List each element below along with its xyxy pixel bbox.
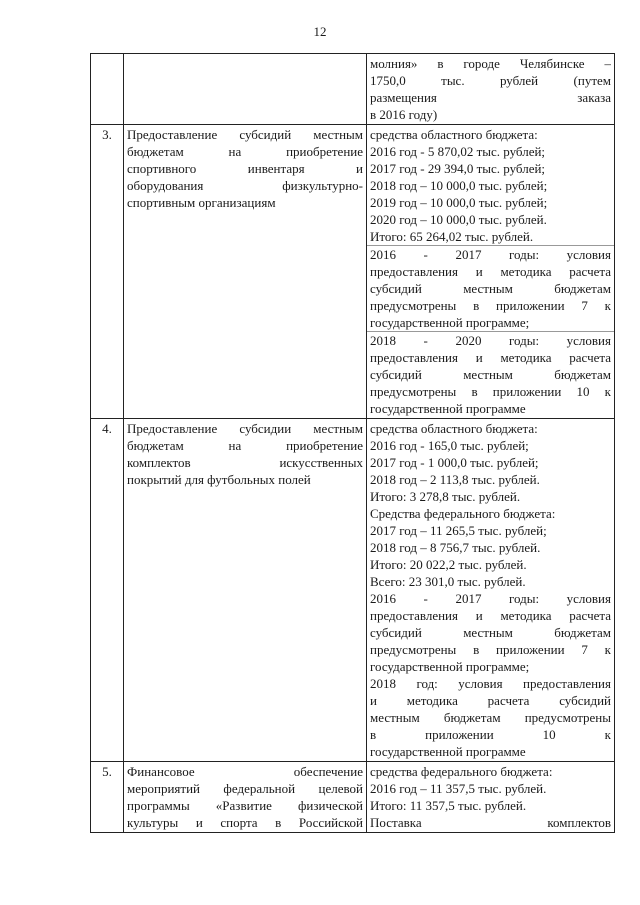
info-line: предоставления и методика расчета [370,608,611,623]
info-line: 2016 год - 165,0 тыс. рублей; [370,438,529,453]
info-line: в приложении 10 к [370,727,611,742]
info-line: 2016 год - 5 870,02 тыс. рублей; [370,144,546,159]
info-line: 2018 год – 8 756,7 тыс. рублей. [370,540,541,555]
desc-line: программы «Развитие физической [127,798,363,813]
desc-line: оборудования физкультурно- [127,178,363,193]
info-line: 2018 год – 10 000,0 тыс. рублей; [370,178,548,193]
info-line: субсидий местным бюджетам [370,367,611,382]
info-line: предусмотрены в приложении 10 к [370,384,611,399]
info-line: местным бюджетам предусмотрены [370,710,611,725]
info-line: 2018 год: условия предоставления [370,676,611,691]
info-line: средства областного бюджета: [370,127,538,142]
funding-details [367,419,615,762]
desc-line: спортивного инвентаря и [127,161,363,176]
info-line: 2017 год - 1 000,0 тыс. рублей; [370,455,539,470]
desc-line: спортивным организациям [127,195,276,210]
measure-description [124,762,367,833]
info-line: Средства федерального бюджета: [370,506,556,521]
measure-description [124,54,367,125]
desc-line: Предоставление субсидий местным [127,127,363,142]
desc-line: Предоставление субсидии местным [127,421,363,436]
info-line: субсидий местным бюджетам [370,281,611,296]
info-line: предусмотрены в приложении 7 к [370,642,611,657]
info-line: и методика расчета субсидий [370,693,611,708]
desc-line: комплектов искусственных [127,455,363,470]
info-line: 2017 год - 29 394,0 тыс. рублей; [370,161,546,176]
row-number [91,54,124,125]
table-row [91,125,615,419]
table-row [91,419,615,762]
info-line: 2016 - 2017 годы: условия [370,247,611,262]
page-number: 12 [313,24,327,39]
info-line: Итого: 20 022,2 тыс. рублей. [370,557,527,572]
info-line: субсидий местным бюджетам [370,625,611,640]
info-line: государственной программе [370,744,526,759]
info-line: в 2016 году) [370,107,438,122]
table-body [91,54,615,833]
info-line: 2020 год – 10 000,0 тыс. рублей. [370,212,547,227]
program-measures-table [90,53,615,833]
funding-details [367,125,615,419]
row-number: 4. [91,419,124,762]
info-line: 2016 год – 11 357,5 тыс. рублей. [370,781,547,796]
desc-line: покрытий для футбольных полей [127,472,311,487]
desc-line: бюджетам на приобретение [127,438,363,453]
table-row [91,54,615,125]
info-line: государственной программе; [370,315,530,330]
info-line: 1750,0 тыс. рублей (путем [370,73,611,88]
measure-description [124,125,367,419]
info-line: 2017 год – 11 265,5 тыс. рублей; [370,523,547,538]
info-line: государственной программе; [370,659,530,674]
info-line: Итого: 11 357,5 тыс. рублей. [370,798,527,813]
row-number: 5. [91,762,124,833]
info-line: Итого: 65 264,02 тыс. рублей. [370,229,534,244]
info-line: 2019 год – 10 000,0 тыс. рублей; [370,195,548,210]
info-line: Всего: 23 301,0 тыс. рублей. [370,574,526,589]
measure-description [124,419,367,762]
info-line: предоставления и методика расчета [370,350,611,365]
desc-line: культуры и спорта в Российской [127,815,363,830]
info-line: размещения заказа [370,90,611,105]
info-line: 2018 - 2020 годы: условия [370,333,611,348]
info-line: средства федерального бюджета: [370,764,553,779]
funding-details [367,54,615,125]
info-line: средства областного бюджета: [370,421,538,436]
info-line: Итого: 3 278,8 тыс. рублей. [370,489,521,504]
funding-details [367,762,615,833]
info-line: предусмотрены в приложении 7 к [370,298,611,313]
info-line: 2016 - 2017 годы: условия [370,591,611,606]
desc-line: Финансовое обеспечение [127,764,363,779]
desc-line: бюджетам на приобретение [127,144,363,159]
info-line: государственной программе [370,401,526,416]
table-row [91,762,615,833]
info-line: Поставка комплектов [370,815,611,830]
info-line: предоставления и методика расчета [370,264,611,279]
desc-line: мероприятий федеральной целевой [127,781,363,796]
row-number: 3. [91,125,124,419]
info-line: молния» в городе Челябинске – [370,56,611,71]
info-line: 2018 год – 2 113,8 тыс. рублей. [370,472,540,487]
